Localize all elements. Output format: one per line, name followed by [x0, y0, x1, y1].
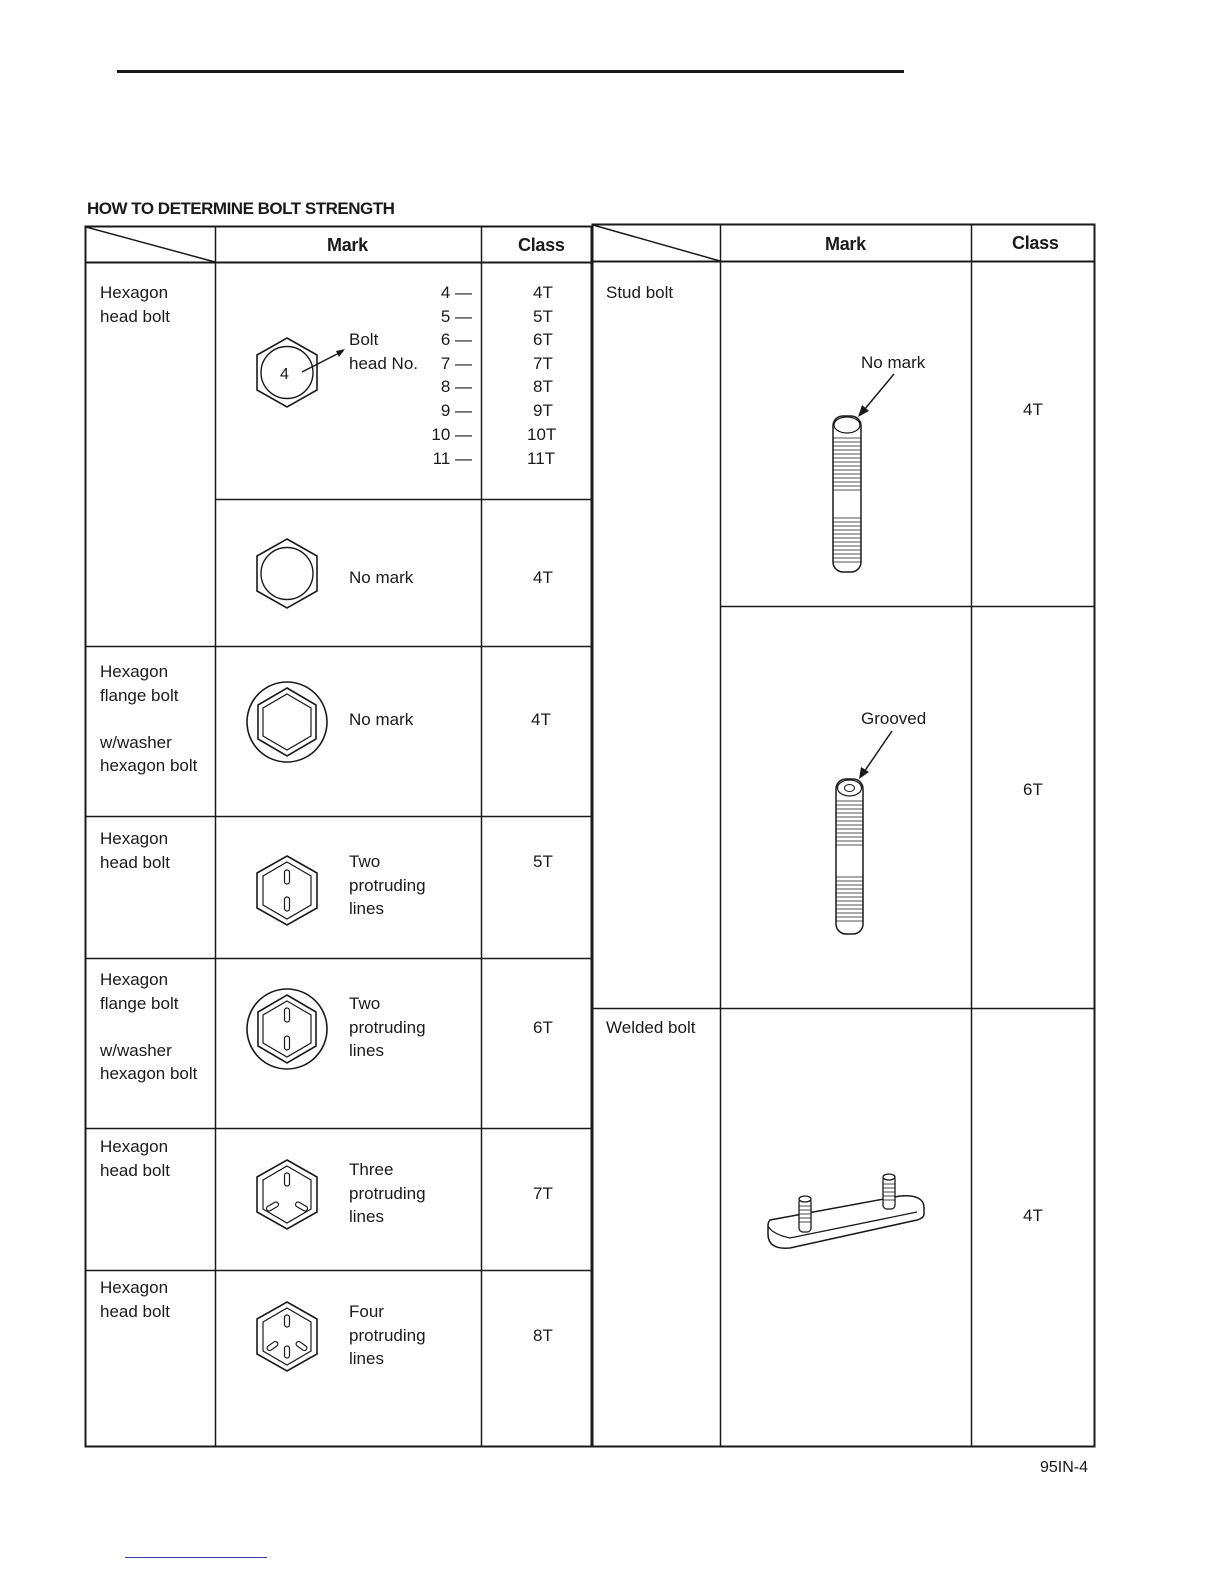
head-number-1: 5 — — [440, 307, 472, 326]
page-code: 95IN-4 — [1040, 1459, 1089, 1476]
header-mark-right: Mark — [825, 234, 866, 254]
class-no-mark: 4T — [533, 568, 553, 587]
mark-flange-no-mark: No mark — [349, 710, 414, 729]
bolt-head-no-label: Bolt head No. — [349, 330, 418, 373]
bolt-type-stud: Stud bolt — [606, 283, 674, 302]
page-title: HOW TO DETERMINE BOLT STRENGTH — [87, 199, 395, 218]
flange-two-lines-icon — [245, 987, 329, 1071]
leader-arrow-icon — [280, 345, 350, 385]
mark-grooved: Grooved — [861, 709, 927, 728]
bolt-type-flange-2: Hexagon flange bolt w/washer hexagon bolt — [100, 970, 198, 1083]
bolt-type-welded: Welded bolt — [606, 1018, 696, 1037]
grooved-stud-icon — [830, 727, 900, 939]
head-number-4: 8 — — [440, 377, 472, 396]
head-number-6: 10 — — [431, 425, 472, 444]
bolt-type-flange: Hexagon flange bolt w/washer hexagon bolt — [100, 662, 198, 775]
mark-four-lines: Four protruding lines — [349, 1302, 426, 1368]
class-stud-no-mark: 4T — [1023, 400, 1043, 419]
head-number-3: 7 — — [440, 354, 472, 373]
bolt-type-hexagon-head-4: Hexagon head bolt — [100, 1278, 170, 1321]
mark-three-lines: Three protruding lines — [349, 1160, 426, 1226]
class-flange-no-mark: 4T — [531, 710, 551, 729]
class-value-0: 4T — [533, 283, 553, 302]
hex-four-lines-icon — [252, 1299, 322, 1374]
head-number: 4 — [280, 366, 289, 383]
mark-flange-two-lines: Two protruding lines — [349, 994, 426, 1060]
class-value-7: 11T — [527, 449, 556, 468]
class-three-lines: 7T — [533, 1184, 553, 1203]
welded-bolt-icon — [762, 1168, 932, 1258]
class-welded: 4T — [1023, 1206, 1043, 1225]
class-value-5: 9T — [533, 401, 553, 420]
hex-two-lines-icon — [252, 853, 322, 928]
bottom-rule — [125, 1557, 267, 1558]
header-mark: Mark — [327, 235, 368, 255]
class-value-4: 8T — [533, 377, 553, 396]
head-number-0: 4 — — [440, 283, 472, 302]
class-two-lines: 5T — [533, 852, 553, 871]
head-number-7: 11 — — [432, 449, 472, 468]
head-number-2: 6 — — [440, 330, 472, 349]
header-class: Class — [518, 235, 565, 255]
head-number-5: 9 — — [440, 401, 472, 420]
mark-stud-no-mark: No mark — [861, 353, 926, 372]
mark-no-mark: No mark — [349, 568, 414, 587]
flange-head-plain-icon — [245, 680, 329, 764]
bolt-type-hexagon-head-2: Hexagon head bolt — [100, 829, 170, 872]
bolt-type-hexagon-head: Hexagon head bolt — [100, 283, 170, 326]
class-value-6: 10T — [527, 425, 557, 444]
class-four-lines: 8T — [533, 1326, 553, 1345]
hex-three-lines-icon — [252, 1157, 322, 1232]
header-class-right: Class — [1012, 233, 1059, 253]
bolt-type-hexagon-head-3: Hexagon head bolt — [100, 1137, 170, 1180]
mark-two-lines: Two protruding lines — [349, 852, 426, 918]
class-flange-two-lines: 6T — [533, 1018, 553, 1037]
class-value-1: 5T — [533, 307, 553, 326]
hex-head-plain-icon — [252, 536, 322, 611]
class-grooved: 6T — [1023, 780, 1043, 799]
stud-bolt-icon — [828, 370, 898, 580]
class-value-2: 6T — [533, 330, 553, 349]
class-value-3: 7T — [533, 354, 553, 373]
